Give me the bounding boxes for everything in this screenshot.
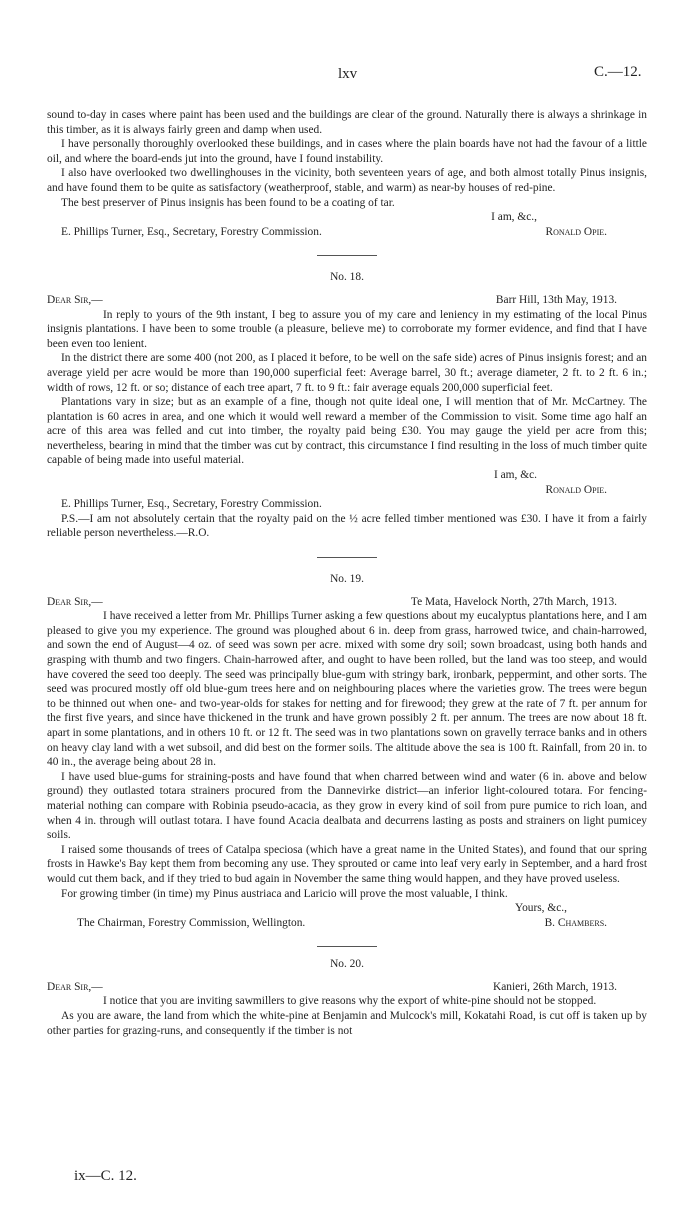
salutation: Dear Sir,— — [47, 595, 103, 608]
salutation: Dear Sir,— — [47, 293, 103, 306]
signature-row — [47, 225, 647, 240]
letter-number: No. 20. — [330, 958, 364, 971]
letter-number: No. 18. — [330, 271, 364, 284]
separator-rule — [317, 946, 377, 947]
separator-rule — [317, 557, 377, 558]
closing: Yours, &c., — [514, 902, 567, 915]
letter-number: No. 19. — [330, 573, 364, 586]
dateline: Te Mata, Havelock North, 27th March, 1913. — [410, 595, 617, 608]
document-body — [47, 108, 647, 1038]
paragraph: sound to-day in cases where paint has been used and the buildings are clear of the ground. Naturally there is always a shrinkage in this timber, as it is always fairly green and damp when used. — [47, 109, 647, 136]
dateline: Barr Hill, 13th May, 1913. — [495, 293, 617, 306]
paragraph: In reply to yours of the 9th instant, I beg to assure you of my care and leniency in my estimating of the local Pinus insignis plantations. I have been to some trouble (a pleasure, believe me) to corroborate my former evidence, and find that I have been even too lenient. — [47, 308, 647, 350]
closing: I am, &c. — [493, 469, 537, 482]
page-number-roman: lxv — [338, 66, 358, 82]
closing: I am, &c., — [491, 211, 537, 224]
addressee: The Chairman, Forestry Commission, Wellington. — [77, 916, 306, 929]
postscript: P.S.—I am not absolutely certain that the royalty paid on the ½ acre felled timber mentioned was £30. I have it from a fairly reliable person nevertheless.—R.O. — [47, 512, 647, 540]
paragraph: For growing timber (in time) my Pinus austriaca and Laricio will prove the most valuable, I think. — [61, 887, 508, 900]
addressee: E. Phillips Turner, Esq., Secretary, Forestry Commission. — [61, 225, 322, 238]
paragraph: In the district there are some 400 (not 200, as I placed it before, to be well on the safe side) acres of Pinus insignis forest; and an average yield per acre would be more than 190,000 superficial feet: Average barrel, 30 ft.; average diameter, 2 ft. to 2 ft. 6 in.; width of rows, 12 ft. or so; distance of each tree apart, 7 ft. to 9 ft.: fair average equals 200,000 superficial feet. — [47, 352, 647, 394]
signature: Ronald Opie. — [545, 225, 607, 238]
paragraph: I have used blue-gums for straining-posts and have found that when charred between wind and water (6 in. above and below ground) they outlasted totara strainers procured from the Dannevirke district—an inferior light-coloured totara. For fencing-material nothing can compare with Robinia pseudo-acacia, as they grow in every kind of soil from pure pumice to rich loan, and when 4 in. through will outlast totara. I have found Acacia dealbata and decurrens lasting as posts and strainers on light pumicey soils. — [47, 770, 647, 842]
separator-rule — [317, 255, 377, 256]
paragraph: Plantations vary in size; but as an example of a fine, though not quite ideal one, I will mention that of Mr. McCartney. The plantation is 60 acres in area, and one which it would well reward a member of the Commission to visit. Some time ago half an acre of this area was felled and cut into timber, the royalty paid being £30. You may gauge the yield per acre from this; nevertheless, bearing in mind that the timber was cut by contract, this circumstance I find resulting in the loss of much timber quite capable of being made into useful material. — [47, 396, 647, 467]
signature: B. Chambers. — [544, 916, 607, 929]
signature-mark: ix—C. 12. — [74, 1168, 137, 1184]
letter-heading — [47, 595, 647, 610]
salutation: Dear Sir,— — [47, 980, 103, 993]
letter-heading — [47, 980, 647, 995]
addressee: E. Phillips Turner, Esq., Secretary, Forestry Commission. — [61, 498, 322, 511]
paragraph: I raised some thousands of trees of Catalpa speciosa (which have a great name in the United States), and found that our spring frosts in Hawke's Bay kept them from becoming any use. They sprouted or came into leaf very early in September, and a hard frost would cut them back, and if they tried to bud again in November the same thing would happen, and they have proved useless. — [47, 843, 647, 885]
signature-row — [47, 916, 647, 931]
paragraph: As you are aware, the land from which the white-pine at Benjamin and Mulcock's mill, Kokatahi Road, is cut off is taken up by other parties for grazing-runs, and consequently if the timber is not — [47, 1010, 647, 1037]
letter-heading — [47, 293, 647, 308]
dateline: Kanieri, 26th March, 1913. — [492, 980, 617, 993]
paragraph: I have received a letter from Mr. Phillips Turner asking a few questions about my eucalyptus plantations here, and I am pleased to give you my experience. The ground was ploughed about 6 in. deep from grass, harrowed twice, and chain-harrowed, and sown the end of August—4 oz. of seed was sown per acre. mixed with some dry soil; sown broadcast, using both hands and grasping with thumb and two fingers. Chain-harrowed after, and ought to have been rolled, but the land was too steep, and would have covered the seed too deeply. The seed was principally blue-gum with stringy bark, ironbark, peppermint, and other sorts. The seed was procured mostly off old blue-gum trees here and on neighbouring places where the varieties grow. The trees were begun to be thinned out when one- and two-year-olds for stakes for netting and for firewood; they grew at the rate of 7 ft. per annum for the first five years, and since have thickened in the trunk and have grown possibly 2 ft. per annum. The trees are now about 18 ft. apart in some plantations, and in others 10 ft. or 12 ft. The seed was in two plantations sown on gravelly terrace banks and in others on heavy clay land with a wet subsoil, and did best on the former soils. The altitude above the sea is 100 ft. Rainfall, from 20 in. to 40 in., the average being about 28 in. — [47, 610, 647, 769]
paragraph: I also have overlooked two dwellinghouses in the vicinity, both seventeen years of age, and both almost totally Pinus insignis, and have found them to be quite as satisfactory (weatherproof, stable, and warm) as near-by houses of red-pine. — [47, 167, 647, 194]
page-reference: C.—12. — [594, 64, 642, 80]
signature: Ronald Opie. — [545, 483, 607, 496]
paragraph: I notice that you are inviting sawmillers to give reasons why the export of white-pine should not be stopped. — [103, 995, 597, 1008]
paragraph: The best preserver of Pinus insignis has been found to be a coating of tar. — [61, 196, 395, 209]
paragraph: I have personally thoroughly overlooked these buildings, and in cases where the plain boards have not had the favour of a little oil, and where the board-ends jut into the ground, have I found instability. — [47, 138, 647, 165]
